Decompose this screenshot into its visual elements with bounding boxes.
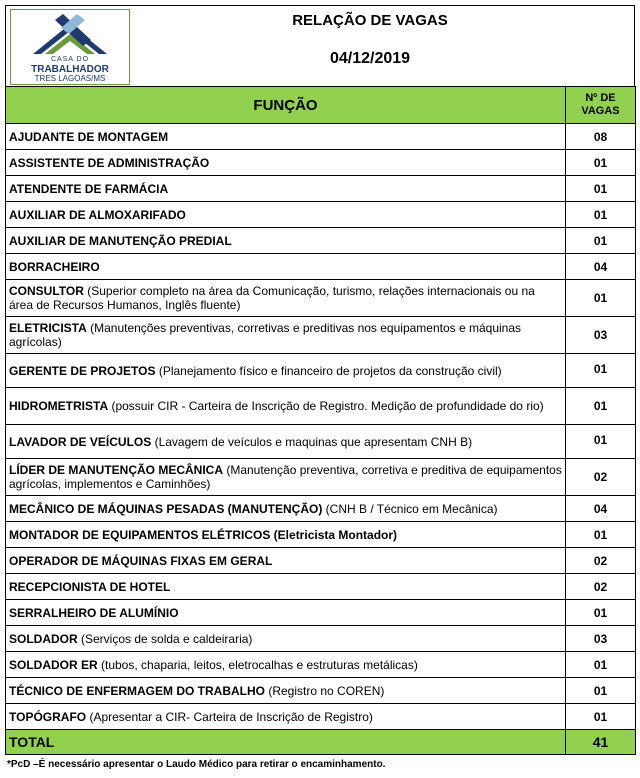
vagas-count: 01 [566, 704, 636, 730]
funcao-cell [6, 600, 566, 626]
table-row [6, 548, 636, 574]
funcao-cell [6, 280, 566, 317]
funcao-cell [6, 522, 566, 548]
funcao-cell [6, 548, 566, 574]
vagas-count: 01 [566, 176, 636, 202]
funcao-cell [6, 678, 566, 704]
table-row [6, 652, 636, 678]
table-row [6, 124, 636, 150]
funcao-cell [6, 704, 566, 730]
total-value: 41 [566, 730, 636, 755]
job-title: RECEPCIONISTA DE HOTEL [9, 579, 171, 594]
job-title: AUXILIAR DE ALMOXARIFADO [9, 207, 186, 222]
vagas-count: 01 [566, 388, 636, 425]
funcao-cell [6, 202, 566, 228]
job-title: SOLDADOR [9, 631, 78, 646]
job-title: TÉCNICO DE ENFERMAGEM DO TRABALHO [9, 683, 265, 698]
vagas-count: 01 [566, 150, 636, 176]
funcao-cell [6, 388, 566, 425]
table-row [6, 317, 636, 354]
vacancy-sheet [5, 5, 635, 770]
job-title: AJUDANTE DE MONTAGEM [9, 129, 169, 144]
table-row [6, 280, 636, 317]
table-row [6, 574, 636, 600]
table-row [6, 626, 636, 652]
table-row [6, 202, 636, 228]
casa-do-trabalhador-logo [10, 9, 130, 85]
job-description: (Planejamento físico e financeiro de projetos da construção civil) [155, 363, 502, 378]
funcao-cell [6, 254, 566, 280]
funcao-cell [6, 124, 566, 150]
funcao-cell [6, 459, 566, 496]
vagas-count: 01 [566, 202, 636, 228]
table-row [6, 425, 636, 459]
job-description: (Apresentar a CIR- Carteira de Inscrição de Registro) [86, 709, 373, 724]
funcao-cell [6, 626, 566, 652]
job-description: (Serviços de solda e caldeiraria) [77, 631, 253, 646]
vagas-count: 02 [566, 548, 636, 574]
table-row [6, 459, 636, 496]
job-title: MECÂNICO DE MÁQUINAS PESADAS (MANUTENÇÃO) [9, 501, 323, 516]
vagas-count: 01 [566, 280, 636, 317]
job-title: SERRALHEIRO DE ALUMÍNIO [9, 605, 179, 620]
vagas-count: 04 [566, 496, 636, 522]
job-title: MONTADOR DE EQUIPAMENTOS ELÉTRICOS (Eletricista Montador) [9, 527, 398, 542]
vagas-count: 04 [566, 254, 636, 280]
job-title: ASSISTENTE DE ADMINISTRAÇÃO [9, 155, 210, 170]
vagas-count: 08 [566, 124, 636, 150]
column-header-vagas-line1: Nº DE [585, 92, 616, 104]
job-description: (possuir CIR - Carteira de Inscrição de Registro. Medição de profundidade do rio) [108, 399, 544, 413]
table-row [6, 678, 636, 704]
table-row [6, 176, 636, 202]
table-row [6, 496, 636, 522]
vagas-count: 01 [566, 600, 636, 626]
vacancy-table [5, 86, 636, 755]
vagas-count: 01 [566, 425, 636, 459]
job-description: (tubos, chaparia, leitos, eletrocalhas e estruturas metálicas) [97, 657, 418, 672]
table-row [6, 228, 636, 254]
vagas-count: 02 [566, 459, 636, 496]
total-label: TOTAL [6, 730, 566, 755]
vagas-count: 01 [566, 652, 636, 678]
funcao-cell [6, 574, 566, 600]
table-row [6, 704, 636, 730]
funcao-cell [6, 150, 566, 176]
table-header-row [6, 87, 636, 124]
funcao-cell [6, 652, 566, 678]
job-description: (Manutenções preventivas, corretivas e preditivas nos equipamentos e máquinas agrícolas) [9, 321, 522, 349]
job-description: (Registro no COREN) [265, 683, 385, 698]
funcao-cell [6, 176, 566, 202]
table-row [6, 388, 636, 425]
total-row [6, 730, 636, 755]
job-title: BORRACHEIRO [9, 259, 100, 274]
funcao-cell [6, 228, 566, 254]
funcao-cell [6, 496, 566, 522]
job-description: (CNH B / Técnico em Mecânica) [322, 501, 498, 516]
logo-line-2: TRABALHADOR [31, 64, 109, 75]
job-title: ATENDENTE DE FARMÁCIA [9, 181, 169, 196]
job-title: TOPÓGRAFO [9, 709, 87, 724]
column-header-funcao: FUNÇÃO [6, 87, 566, 124]
header [5, 5, 635, 86]
logo-line-1: CASA DO [50, 56, 90, 63]
page-title: RELAÇÃO DE VAGAS [292, 12, 448, 29]
funcao-cell [6, 425, 566, 459]
column-header-vagas [566, 87, 636, 124]
job-description: (Lavagem de veículos e maquinas que apresentam CNH B) [151, 434, 473, 449]
job-title: LÍDER DE MANUTENÇÃO MECÂNICA [9, 463, 223, 477]
vagas-count: 01 [566, 522, 636, 548]
vagas-count: 01 [566, 678, 636, 704]
job-title: OPERADOR DE MÁQUINAS FIXAS EM GERAL [9, 553, 273, 568]
page-date: 04/12/2019 [329, 50, 411, 67]
logo-line-3: TRES LAGOAS/MS [34, 74, 106, 83]
vagas-count: 03 [566, 317, 636, 354]
job-title: HIDROMETRISTA [9, 399, 109, 413]
job-description: (Superior completo na área da Comunicação, turismo, relações internacionais ou na área de Recursos Humanos, Inglês fluente) [9, 284, 535, 312]
job-title: SOLDADOR ER [9, 657, 98, 672]
vagas-count: 03 [566, 626, 636, 652]
house-logo-icon [11, 10, 129, 60]
table-row [6, 600, 636, 626]
job-title: AUXILIAR DE MANUTENÇÃO PREDIAL [9, 233, 232, 248]
table-row [6, 254, 636, 280]
job-description: (Manutenção preventiva, corretiva e preditiva de equipamentos agrícolas, implementos e Caminhões) [9, 463, 562, 491]
table-row [6, 354, 636, 388]
funcao-cell [6, 317, 566, 354]
job-title: CONSULTOR [9, 284, 84, 298]
job-title: GERENTE DE PROJETOS [9, 363, 156, 378]
vagas-count: 01 [566, 354, 636, 388]
footnote: *PcD –É necessário apresentar o Laudo Médico para retirar o encaminhamento. [7, 759, 386, 770]
funcao-cell [6, 354, 566, 388]
column-header-vagas-line2: VAGAS [581, 105, 620, 117]
table-row [6, 522, 636, 548]
job-title: ELETRICISTA [9, 321, 87, 335]
vagas-count: 02 [566, 574, 636, 600]
vagas-count: 01 [566, 228, 636, 254]
job-title: LAVADOR DE VEÍCULOS [9, 434, 152, 449]
table-row [6, 150, 636, 176]
